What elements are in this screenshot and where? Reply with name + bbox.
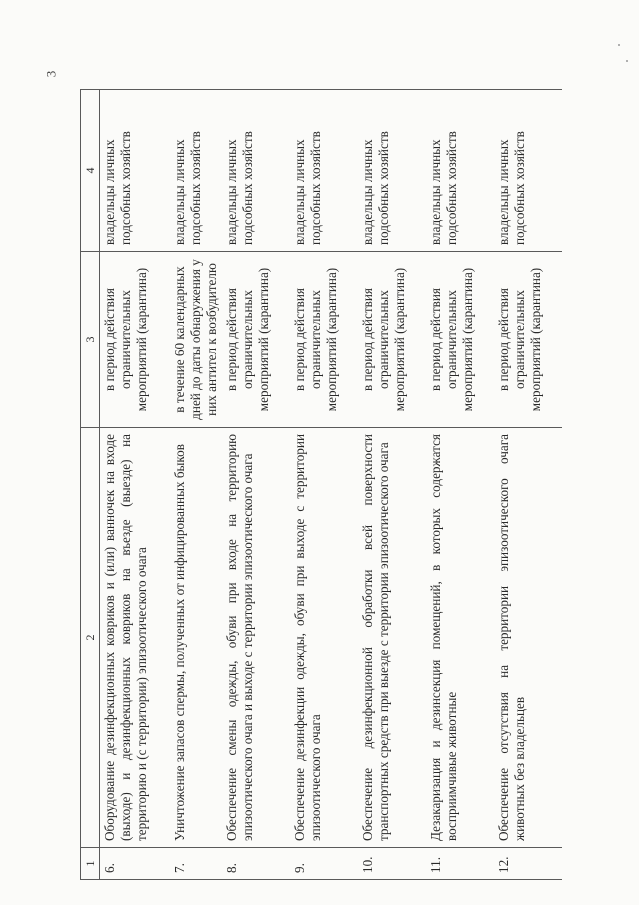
column-number: 3 <box>81 252 100 428</box>
deadline-text: в период действия ограничительных мероприятий (карантина) <box>222 252 290 428</box>
scan-speck <box>618 44 620 46</box>
responsible-text: владельцы личных подсобных хозяйств <box>290 90 358 252</box>
table-row <box>290 90 358 880</box>
column-number: 1 <box>81 848 100 880</box>
column-number: 4 <box>81 90 100 252</box>
responsible-text: владельцы личных подсобных хозяйств <box>358 90 426 252</box>
measures-table <box>80 89 562 880</box>
deadline-text: в период действия ограничительных мероприятий (карантина) <box>100 252 171 428</box>
rotated-page-area <box>80 90 550 880</box>
table-row <box>170 90 222 880</box>
responsible-text: владельцы личных подсобных хозяйств <box>170 90 222 252</box>
row-number: 6. <box>100 848 171 880</box>
table-row <box>494 90 562 880</box>
measure-text: Обеспечение дезинфекции одежды, обуви при выходе с территории эпизоотического очага <box>290 428 358 848</box>
measure-text: Оборудование дезинфекционных ковриков и (или) ванночек на входе (выходе) и дезинфекционных ковриков на въезде (выезде) на территорию и (с территории) эпизоотического очага <box>100 428 171 848</box>
page-number: 3 <box>43 70 59 78</box>
deadline-text: в период действия ограничительных мероприятий (карантина) <box>290 252 358 428</box>
responsible-text: владельцы личных подсобных хозяйств <box>100 90 171 252</box>
measure-text: Дезакаризация и дезинсекция помещений, в которых содержатся восприимчивые животные <box>426 428 494 848</box>
deadline-text: в период действия ограничительных мероприятий (карантина) <box>358 252 426 428</box>
measure-text: Уничтожение запасов спермы, полученных от инфицированных быков <box>170 428 222 848</box>
row-number: 7. <box>170 848 222 880</box>
responsible-text: владельцы личных подсобных хозяйств <box>494 90 562 252</box>
column-number: 2 <box>81 428 100 848</box>
row-number: 11. <box>426 848 494 880</box>
deadline-text: в период действия ограничительных мероприятий (карантина) <box>426 252 494 428</box>
deadline-text: в течение 60 календарных дней до даты обнаружения у них антител к возбудителю <box>170 252 222 428</box>
row-number: 8. <box>222 848 290 880</box>
table-row <box>222 90 290 880</box>
table-sheet <box>80 90 550 880</box>
table-row <box>100 90 171 880</box>
measure-text: Обеспечение смены одежды, обуви при входе на территорию эпизоотического очага и выходе с территории эпизоотического очага <box>222 428 290 848</box>
scan-speck <box>626 60 628 62</box>
deadline-text: в период действия ограничительных мероприятий (карантина) <box>494 252 562 428</box>
table-row <box>426 90 494 880</box>
row-number: 10. <box>358 848 426 880</box>
column-number-row <box>81 90 100 880</box>
table-row <box>358 90 426 880</box>
row-number: 12. <box>494 848 562 880</box>
row-number: 9. <box>290 848 358 880</box>
measure-text: Обеспечение отсутствия на территории эпизоотического очага животных без владельцев <box>494 428 562 848</box>
responsible-text: владельцы личных подсобных хозяйств <box>222 90 290 252</box>
measure-text: Обеспечение дезинфекционной обработки всей поверхности транспортных средств при выезде с территории эпизоотического очага <box>358 428 426 848</box>
responsible-text: владельцы личных подсобных хозяйств <box>426 90 494 252</box>
